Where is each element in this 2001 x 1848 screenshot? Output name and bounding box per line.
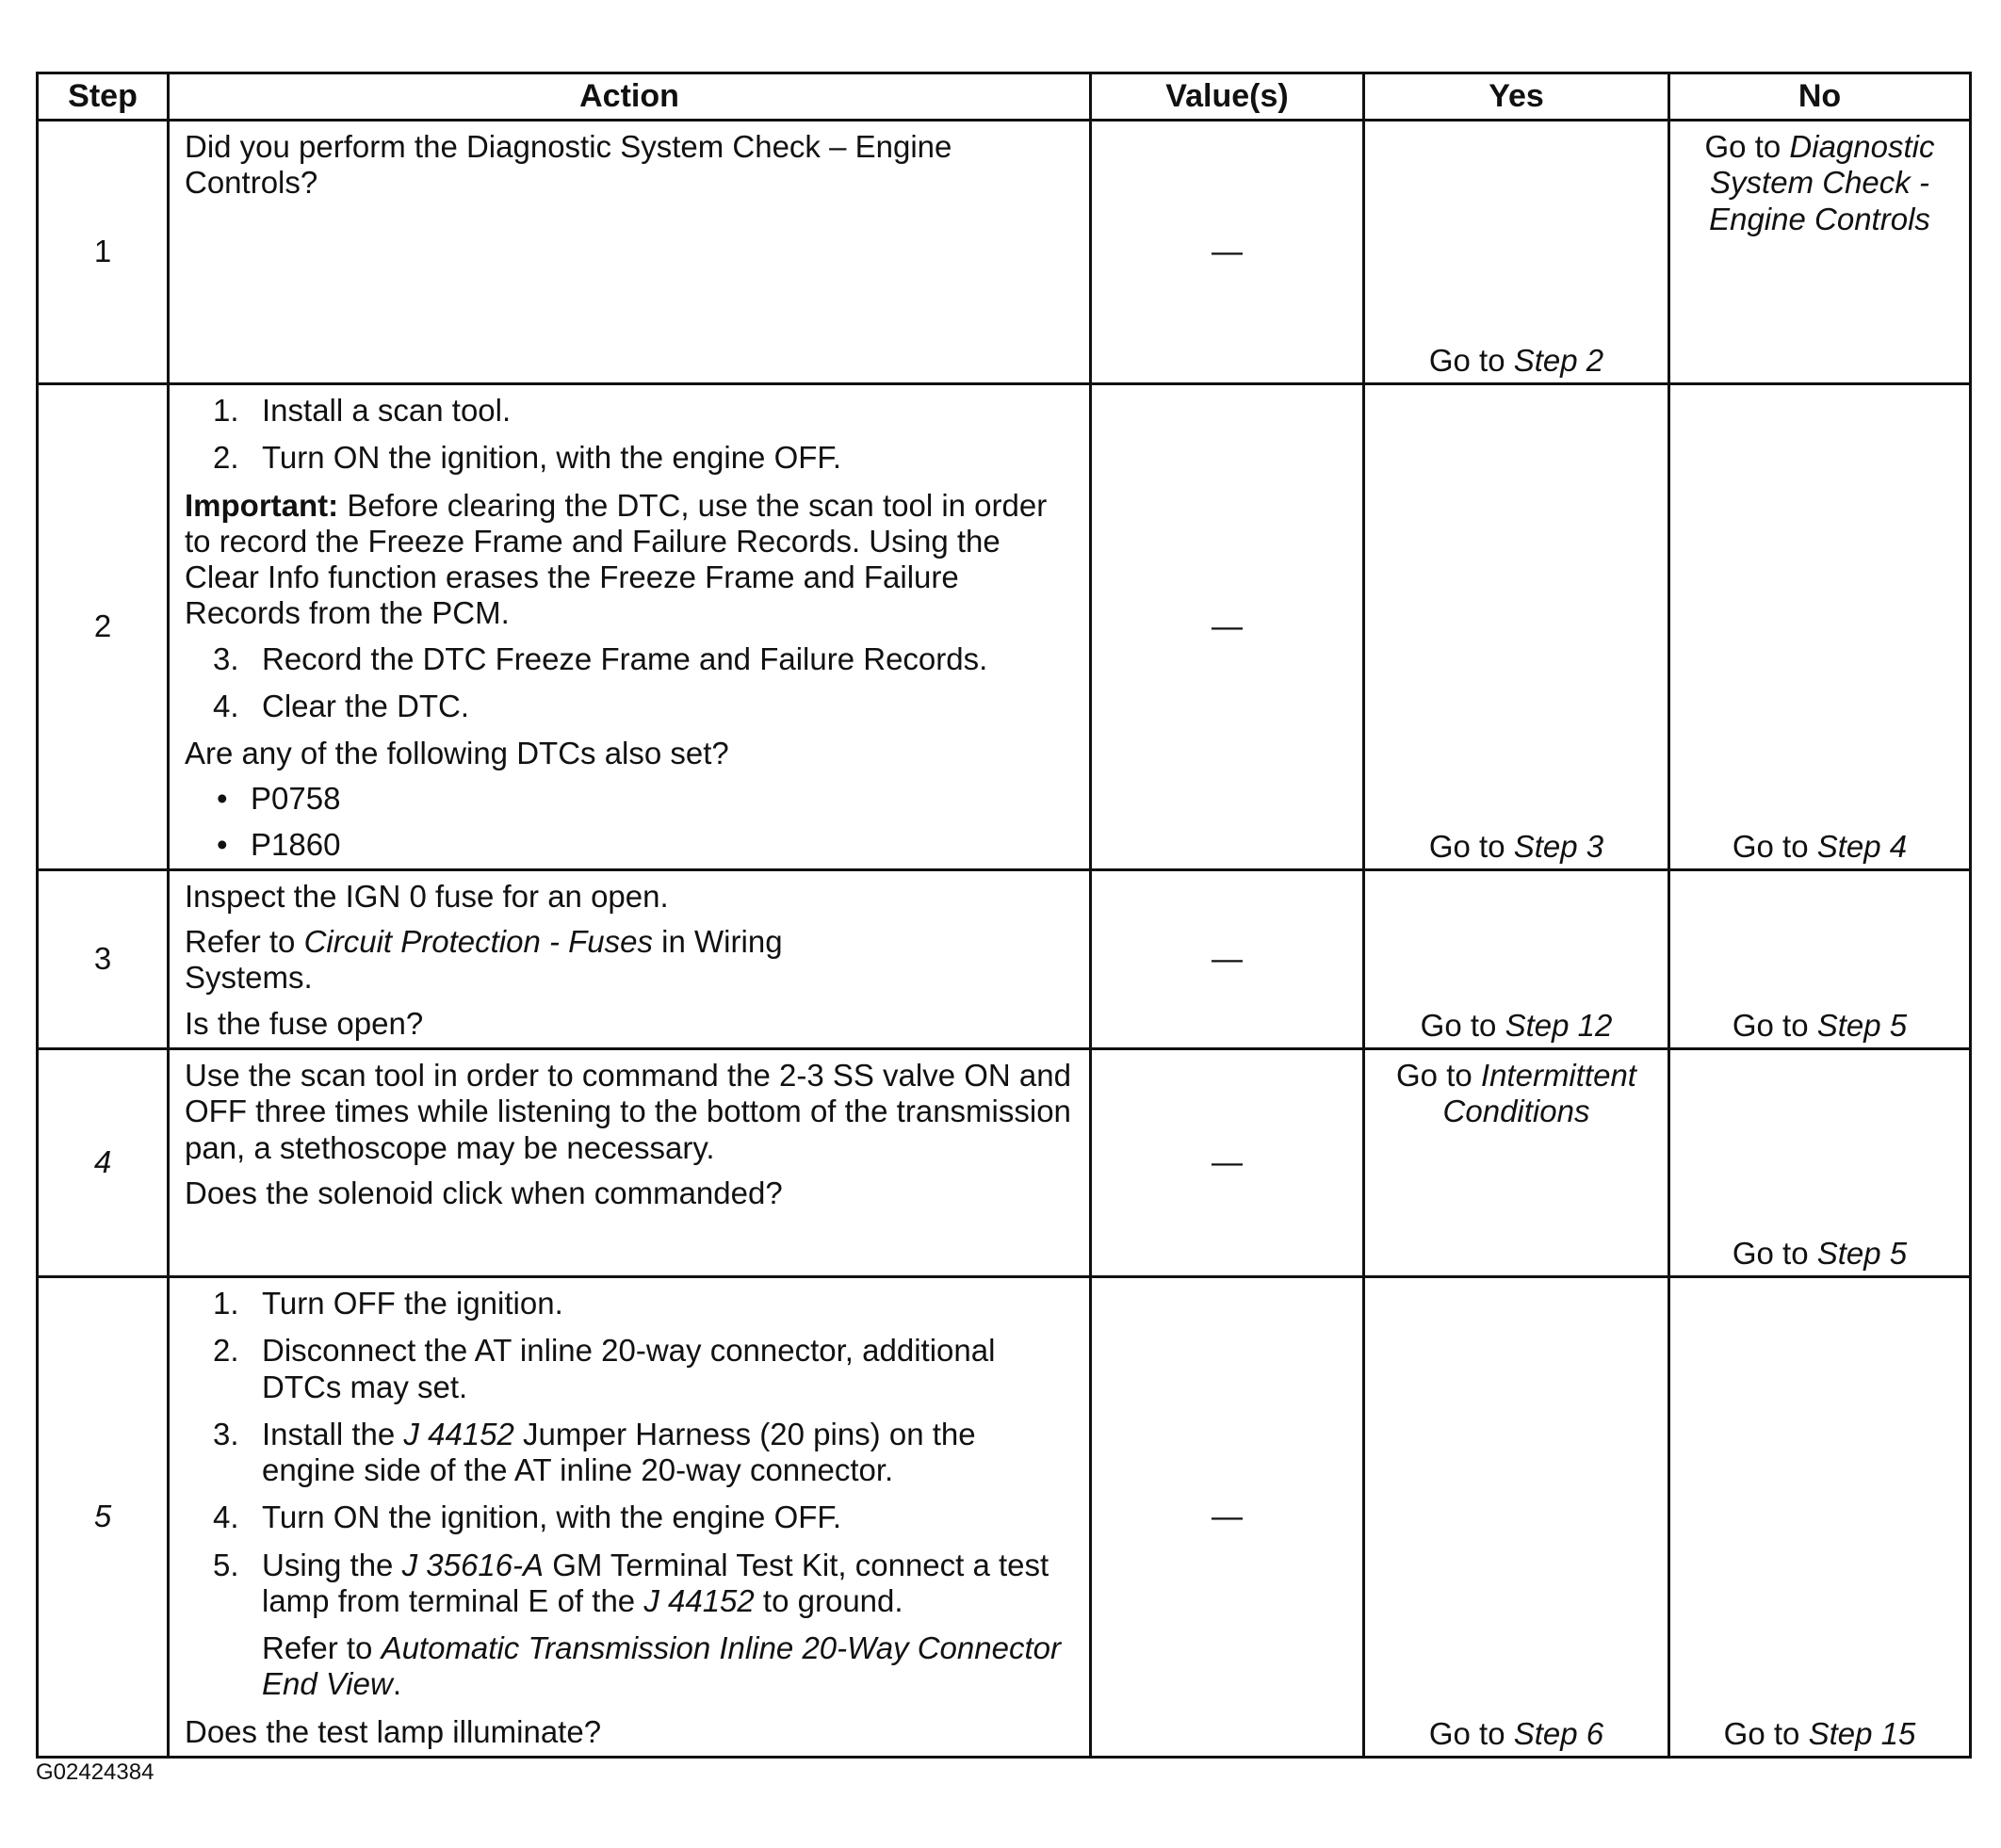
goto-prefix: Go to [1723,1715,1809,1751]
item-text-b: Jumper Harness (20 pins) on the engine side of the AT inline 20-way connector. [262,1416,976,1488]
yes-goto-link[interactable] [1365,1008,1668,1044]
item-number: 1. [213,393,239,428]
item-text: Turn OFF the ignition. [262,1285,563,1321]
item-text: Record the DTC Freeze Frame and Failure Records. [262,640,988,676]
refer-prefix: Refer to [185,924,304,960]
action-cell [169,869,1091,1048]
goto-target: Step 3 [1513,828,1604,864]
goto-prefix: Go to [1428,1715,1514,1751]
header-action: Action [169,73,1091,121]
goto-target: Step 5 [1816,1007,1908,1043]
tool-number: J 35616-A [401,1547,545,1582]
procedure-item [185,689,1076,724]
refer-suffix: in Wiring Systems. [185,924,783,996]
item-number: 5. [213,1547,239,1582]
important-text: Before clearing the DTC, use the scan tool in order to record the Freeze Frame and Failure Records. Using the Clear Info function erases the Freeze Frame and Failure Records from the PCM. [185,487,1048,631]
no-cell [1669,1276,1971,1757]
table-row-step-5 [38,1276,1971,1757]
action-cell [169,121,1091,384]
table-header-row [38,73,1971,121]
value-cell: — [1091,1276,1364,1757]
yes-cell [1364,1048,1669,1276]
refer-link[interactable]: Circuit Protection - Fuses [303,924,654,960]
bullet-icon: • [217,826,228,862]
action-text: Did you perform the Diagnostic System Check – Engine Controls? [185,129,952,201]
no-goto-link[interactable] [1670,1008,1969,1044]
procedure-item [185,1499,1076,1535]
question-text: Does the test lamp illuminate? [185,1713,602,1749]
value-cell: — [1091,384,1364,870]
procedure-item [185,1548,1076,1703]
table-row-step-3 [38,869,1971,1048]
procedure-list [185,393,1076,477]
goto-target: Step 5 [1816,1235,1908,1271]
item-text: Turn ON the ignition, with the engine OFF. [262,1499,842,1535]
item-text-c: to ground. [754,1582,903,1618]
item-text-b: GM Terminal Test Kit, connect a test lamp from terminal E of the [262,1547,1049,1618]
value-cell: — [1091,121,1364,384]
no-cell [1669,1048,1971,1276]
dtc-item [185,781,1076,817]
goto-prefix: Go to [1428,342,1514,378]
refer-prefix: Refer to [262,1630,382,1666]
goto-target: Step 12 [1505,1007,1613,1043]
item-number: 2. [213,1333,239,1369]
procedure-item [185,641,1076,677]
procedure-list [185,1286,1076,1703]
item-text: Disconnect the AT inline 20-way connector, additional DTCs may set. [262,1333,996,1404]
yes-cell [1364,121,1669,384]
step-number: 5 [38,1276,169,1757]
procedure-item [185,1333,1076,1405]
value-cell: — [1091,1048,1364,1276]
yes-goto-link[interactable] [1365,1716,1668,1752]
item-number: 1. [213,1285,239,1321]
item-number: 3. [213,640,239,676]
tool-number: J 44152 [403,1416,514,1451]
question-text: Is the fuse open? [185,1005,424,1041]
dtc-code: P1860 [251,826,341,862]
goto-prefix: Go to [1704,129,1790,164]
dtc-item [185,827,1076,863]
step-number: 1 [38,121,169,384]
procedure-item [185,440,1076,476]
goto-prefix: Go to [1420,1007,1505,1043]
bullet-icon: • [217,781,228,817]
action-cell [169,1276,1091,1757]
no-goto-link[interactable] [1670,1236,1969,1272]
goto-target: Step 2 [1513,342,1604,378]
refer-suffix: . [392,1666,401,1702]
action-cell [169,1048,1091,1276]
no-goto-link[interactable] [1670,122,1969,237]
step-number: 3 [38,869,169,1048]
yes-cell [1364,384,1669,870]
dtc-code: P0758 [251,781,341,817]
table-row-step-4 [38,1048,1971,1276]
procedure-item [185,1286,1076,1321]
yes-goto-link[interactable] [1365,1050,1668,1130]
no-cell [1669,384,1971,870]
goto-target: Step 15 [1808,1715,1916,1751]
goto-target: Step 4 [1816,828,1908,864]
table-row-step-1 [38,121,1971,384]
item-number: 4. [213,1499,239,1535]
action-text: Inspect the IGN 0 fuse for an open. [185,878,669,914]
procedure-item [185,393,1076,429]
dtc-list [185,781,1076,863]
header-yes: Yes [1364,73,1669,121]
no-cell [1669,121,1971,384]
no-cell [1669,869,1971,1048]
figure-id: G02424384 [36,1759,155,1785]
header-values: Value(s) [1091,73,1364,121]
table-row-step-2 [38,384,1971,870]
item-text: Clear the DTC. [262,688,470,723]
goto-prefix: Go to [1428,828,1514,864]
procedure-list [185,641,1076,725]
goto-prefix: Go to [1396,1057,1481,1093]
goto-prefix: Go to [1732,1235,1817,1271]
important-note [185,488,1076,632]
step-number: 2 [38,384,169,870]
action-text: Use the scan tool in order to command the 2-3 SS valve ON and OFF three times while listening to the bottom of the transmission pan, a stethoscope may be necessary. [185,1057,1071,1165]
refer-text [262,1630,1076,1703]
item-number: 4. [213,688,239,723]
yes-goto-link[interactable] [1365,343,1668,379]
goto-target: Step 6 [1513,1715,1604,1751]
goto-prefix: Go to [1732,1007,1817,1043]
item-number: 2. [213,440,239,476]
question-text: Does the solenoid click when commanded? [185,1175,783,1210]
action-cell [169,384,1091,870]
important-label: Important: [185,487,339,523]
header-no: No [1669,73,1971,121]
goto-prefix: Go to [1732,828,1817,864]
no-goto-link[interactable] [1670,829,1969,865]
item-text-a: Install the [262,1416,404,1451]
tool-number: J 44152 [643,1582,755,1618]
yes-goto-link[interactable] [1365,829,1668,865]
item-number: 3. [213,1416,239,1451]
refer-text [185,924,863,997]
yes-cell [1364,869,1669,1048]
item-text: Install a scan tool. [262,393,512,428]
goto-target: Intermittent Conditions [1442,1057,1636,1129]
diagnostic-table-container [36,72,1969,1759]
yes-cell [1364,1276,1669,1757]
item-text-a: Using the [262,1547,402,1582]
question-text: Are any of the following DTCs also set? [185,736,729,771]
procedure-item [185,1417,1076,1489]
header-step: Step [38,73,169,121]
value-cell: — [1091,869,1364,1048]
diagnostic-table [36,72,1972,1759]
step-number: 4 [38,1048,169,1276]
item-text: Turn ON the ignition, with the engine OFF. [262,440,842,476]
refer-link[interactable]: Automatic Transmission Inline 20-Way Connector End View [262,1630,1061,1702]
no-goto-link[interactable] [1670,1716,1969,1752]
goto-target: Diagnostic System Check - Engine Controls [1709,129,1935,236]
